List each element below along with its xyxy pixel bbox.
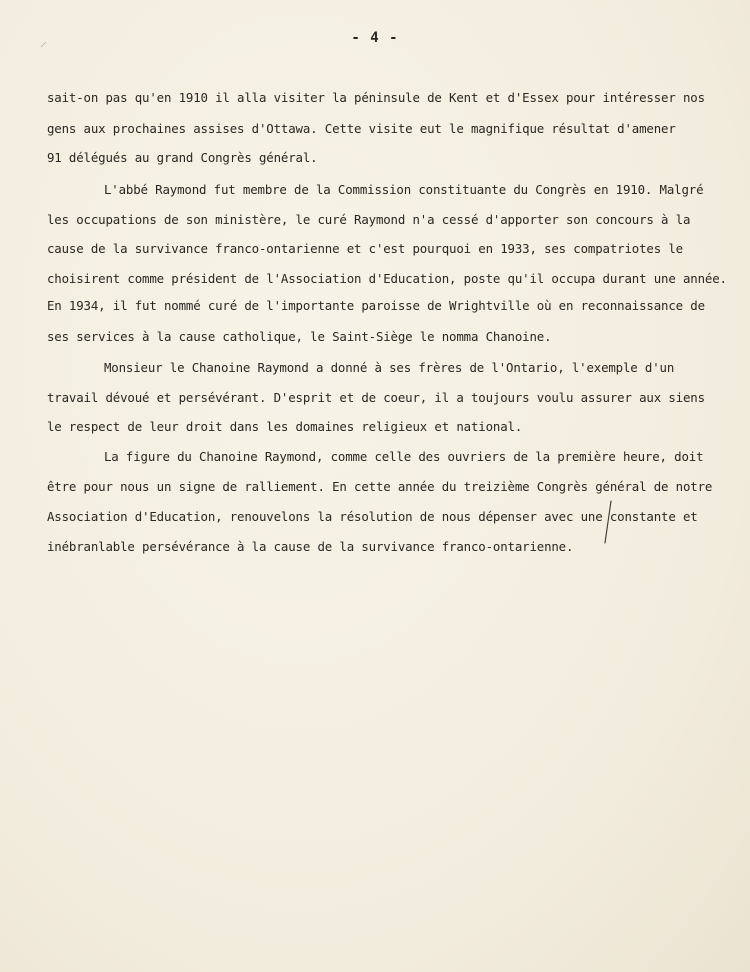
text-line: 91 délégués au grand Congrès général. [47, 150, 318, 165]
text-line: En 1934, il fut nommé curé de l'importante paroisse de Wrightville où en reconnaissance de [47, 298, 705, 313]
text-line: sait-on pas qu'en 1910 il alla visiter la péninsule de Kent et d'Essex pour intéresser nos [47, 90, 705, 105]
text-line: cause de la survivance franco-ontarienne et c'est pourquoi en 1933, ses compatriotes le [47, 241, 683, 256]
handwritten-pen-mark [603, 500, 613, 544]
text-line: Association d'Education, renouvelons la résolution de nous dépenser avec une constante et [47, 509, 698, 524]
text-line: ses services à la cause catholique, le Saint-Siège le nomma Chanoine. [47, 329, 552, 344]
text-line: être pour nous un signe de ralliement. En cette année du treizième Congrès général de notre [47, 479, 713, 494]
text-line: inébranlable persévérance à la cause de la survivance franco-ontarienne. [47, 539, 574, 554]
text-line: gens aux prochaines assises d'Ottawa. Cette visite eut le magnifique résultat d'amener [47, 121, 676, 136]
text-line: Monsieur le Chanoine Raymond a donné à ses frères de l'Ontario, l'exemple d'un [104, 360, 675, 375]
page-number: - 4 - [351, 30, 399, 46]
text-line: L'abbé Raymond fut membre de la Commission constituante du Congrès en 1910. Malgré [104, 182, 704, 197]
text-line: les occupations de son ministère, le curé Raymond n'a cessé d'apporter son concours à la [47, 212, 691, 227]
text-line: La figure du Chanoine Raymond, comme celle des ouvriers de la première heure, doit [104, 449, 704, 464]
text-line: travail dévoué et persévérant. D'esprit et de coeur, il a toujours voulu assurer aux siens [47, 390, 705, 405]
text-line: choisirent comme président de l'Association d'Education, poste qu'il occupa durant une année. [47, 271, 727, 286]
text-line: le respect de leur droit dans les domaines religieux et national. [47, 419, 523, 434]
